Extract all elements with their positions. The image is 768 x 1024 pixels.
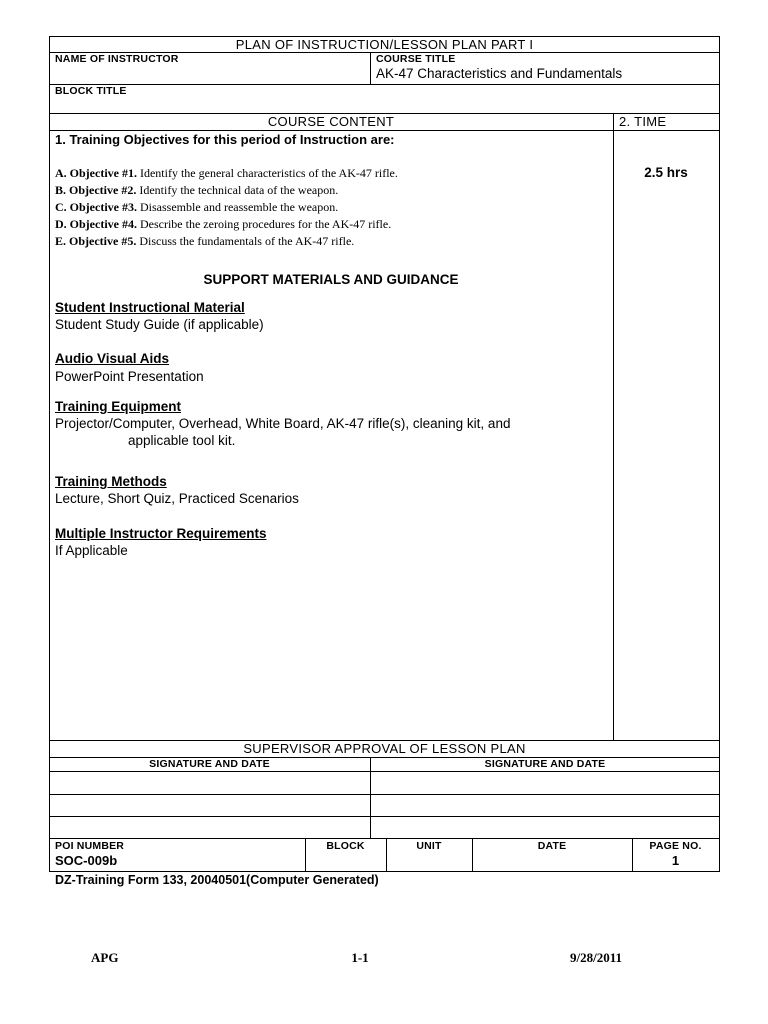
equipment-heading: Training Equipment (55, 399, 182, 414)
signature-field[interactable] (371, 772, 719, 794)
objective-item: E. Objective #5. Discuss the fundamentals of the AK-47 rifle. (55, 234, 355, 248)
supervisor-header: SUPERVISOR APPROVAL OF LESSON PLAN (243, 741, 526, 756)
course-title-value: AK-47 Characteristics and Fundamentals (376, 66, 623, 81)
equipment-text-line1: Projector/Computer, Overhead, White Board, AK-47 rifle(s), cleaning kit, and (55, 416, 511, 431)
objective-item: C. Objective #3. Disassemble and reassemble the weapon. (55, 200, 339, 214)
student-material-text: Student Study Guide (if applicable) (55, 317, 264, 332)
footer-left: APG (91, 950, 119, 965)
objective-item: D. Objective #4. Describe the zeroing procedures for the AK-47 rifle. (55, 217, 392, 231)
col-line (370, 52, 371, 84)
row-line (49, 84, 720, 85)
time-value: 2.5 hrs (644, 165, 688, 180)
signature-field[interactable] (50, 772, 370, 794)
objectives-intro: 1. Training Objectives for this period of Instruction are: (55, 132, 395, 147)
signature-field[interactable] (371, 817, 719, 838)
name-of-instructor-label: NAME OF INSTRUCTOR (55, 53, 179, 65)
page-no-value: 1 (671, 853, 680, 868)
student-material-heading: Student Instructional Material (55, 300, 245, 315)
block-label: BLOCK (326, 840, 365, 852)
audio-visual-heading: Audio Visual Aids (55, 351, 170, 366)
objective-item: B. Objective #2. Identify the technical data of the weapon. (55, 183, 339, 197)
block-title-label: BLOCK TITLE (55, 85, 127, 97)
course-content-header: COURSE CONTENT (267, 114, 395, 129)
multiple-instructor-text: If Applicable (55, 543, 128, 558)
course-title-label: COURSE TITLE (376, 53, 456, 65)
footer-center: 1-1 (351, 950, 369, 965)
signature-label-left: SIGNATURE AND DATE (149, 758, 270, 770)
poi-number-label: POI NUMBER (55, 840, 125, 852)
objective-item: A. Objective #1. Identify the general characteristics of the AK-47 rifle. (55, 166, 398, 180)
signature-field[interactable] (50, 817, 370, 838)
border-bottom (49, 871, 720, 872)
form-id: DZ-Training Form 133, 20040501(Computer Generated) (55, 873, 379, 887)
audio-visual-text: PowerPoint Presentation (55, 369, 204, 384)
page-no-label: PAGE NO. (649, 840, 702, 852)
form-title: PLAN OF INSTRUCTION/LESSON PLAN PART I (235, 37, 534, 52)
methods-text: Lecture, Short Quiz, Practiced Scenarios (55, 491, 299, 506)
unit-label: UNIT (416, 840, 442, 852)
methods-heading: Training Methods (55, 474, 167, 489)
multiple-instructor-heading: Multiple Instructor Requirements (55, 526, 267, 541)
signature-field[interactable] (371, 795, 719, 816)
time-header: 2. TIME (619, 114, 667, 129)
objective-list (55, 165, 398, 250)
row-line (49, 130, 720, 131)
col-line (613, 113, 614, 740)
footer-right: 9/28/2011 (570, 950, 623, 965)
equipment-text-line2: applicable tool kit. (128, 433, 236, 448)
date-label: DATE (537, 840, 567, 852)
poi-number-value: SOC-009b (55, 853, 118, 868)
support-header: SUPPORT MATERIALS AND GUIDANCE (203, 272, 459, 287)
row-line (49, 838, 720, 839)
signature-field[interactable] (50, 795, 370, 816)
signature-label-right: SIGNATURE AND DATE (484, 758, 606, 770)
